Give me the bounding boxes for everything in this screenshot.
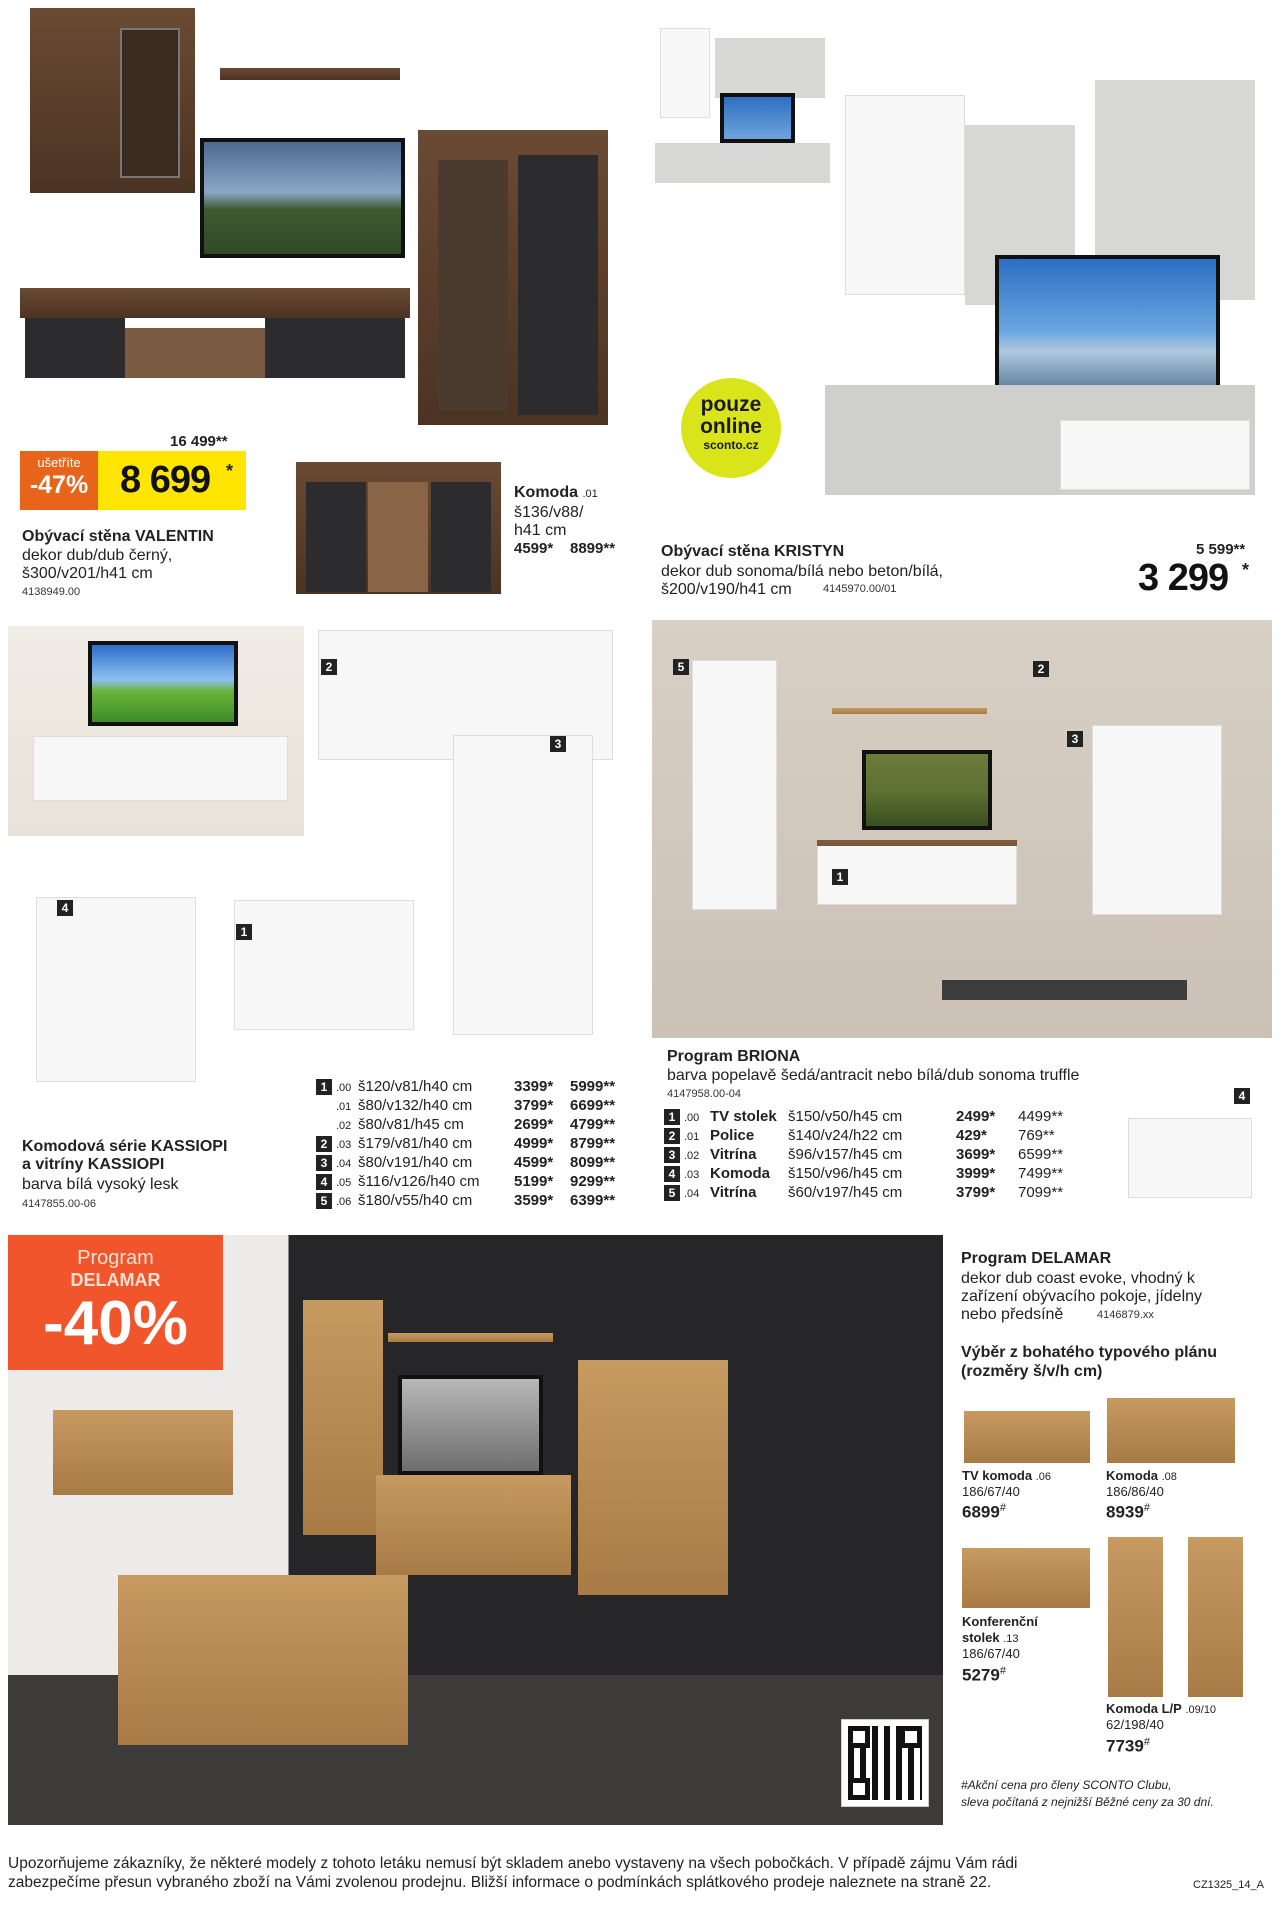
briona-desc: barva popelavě šedá/antracit nebo bílá/dub sonoma truffle xyxy=(667,1067,1080,1084)
briona-photo xyxy=(652,620,1272,1038)
row-price: 429* xyxy=(956,1127,987,1144)
komoda-title: Komoda xyxy=(514,484,578,501)
row-code: .03 xyxy=(684,1169,700,1181)
delamar-stol-photo xyxy=(962,1548,1090,1608)
delamar-tv-code: .06 xyxy=(1035,1471,1051,1483)
delamar-kom-mark: # xyxy=(1143,1502,1150,1514)
kassiopi-code: 4147855.00-06 xyxy=(22,1198,97,1210)
kristyn-photo-small xyxy=(655,18,830,193)
row-name: TV stolek xyxy=(710,1108,777,1125)
kassiopi-marker-3: 3 xyxy=(550,736,566,752)
online-l2: online xyxy=(700,415,762,438)
online-l3: sconto.cz xyxy=(703,438,759,452)
row-old-price: 9299** xyxy=(570,1173,616,1190)
kassiopi-row xyxy=(316,1153,615,1174)
delamar-badge-pct: -40% xyxy=(43,1289,188,1358)
delamar-stol-name-line xyxy=(962,1630,1019,1645)
delamar-kom-price: 8939 xyxy=(1106,1502,1144,1522)
footer-line1: Upozorňujeme zákazníky, že některé modely z tohoto letáku nemusí být skladem anebo vystaveny na všech pobočkách. V případě zájmu Vám rádi xyxy=(8,1855,1018,1872)
kristyn-title: Obývací stěna KRISTYN xyxy=(661,543,845,560)
row-old-price: 6699** xyxy=(570,1097,616,1114)
row-name: Vitrína xyxy=(710,1184,757,1201)
row-dimensions: š116/v126/h40 cm xyxy=(358,1173,480,1190)
delamar-tv-photo xyxy=(964,1411,1090,1463)
kassiopi-desc: barva bílá vysoký lesk xyxy=(22,1176,179,1193)
row-old-price: 7499** xyxy=(1018,1165,1064,1182)
row-price: 2699* xyxy=(514,1116,554,1133)
delamar-badge-l2: DELAMAR xyxy=(70,1270,161,1290)
row-price: 3999* xyxy=(956,1165,996,1182)
briona-marker-5: 5 xyxy=(673,659,689,675)
row-code: .06 xyxy=(336,1196,352,1208)
delamar-stol-dim: 186/67/40 xyxy=(962,1646,1020,1661)
row-dimensions: š120/v81/h40 cm xyxy=(358,1078,473,1095)
delamar-stol-price: 5279 xyxy=(962,1665,1000,1685)
delamar-stol-code: .13 xyxy=(1003,1633,1019,1645)
row-dimensions: š150/v50/h45 cm xyxy=(788,1108,903,1125)
row-old-price: 8799** xyxy=(570,1135,616,1152)
delamar-lp-photo-left xyxy=(1108,1537,1163,1697)
briona-row xyxy=(664,1107,1063,1128)
delamar-title: Program DELAMAR xyxy=(961,1250,1112,1267)
kassiopi-row xyxy=(316,1191,615,1212)
delamar-badge-l1: Program xyxy=(77,1247,154,1269)
delamar-kom-code: .08 xyxy=(1161,1471,1177,1483)
delamar-tv-price: 6899 xyxy=(962,1502,1000,1522)
row-dimensions: š140/v24/h22 cm xyxy=(788,1127,903,1144)
valentin-badge-label: ušetříte xyxy=(37,455,81,470)
footer-line2: zabezpečíme přesun vybraného zboží na Vámi zvolenou prodejnu. Bližší informace o podmínkách splátkového prodeje naleznete na straně 22. xyxy=(8,1874,992,1891)
row-dimensions: š150/v96/h45 cm xyxy=(788,1165,903,1182)
briona-row xyxy=(664,1164,1063,1185)
row-number-badge: 1 xyxy=(664,1109,680,1125)
delamar-stol-price-line xyxy=(962,1665,1006,1686)
row-number-badge: 2 xyxy=(316,1136,332,1152)
kassiopi-title2: a vitríny KASSIOPI xyxy=(22,1156,165,1173)
row-old-price: 6399** xyxy=(570,1192,616,1209)
valentin-title: Obývací stěna VALENTIN xyxy=(22,528,214,545)
delamar-tv-price-line xyxy=(962,1502,1006,1523)
kassiopi-row xyxy=(316,1096,615,1117)
delamar-note2: sleva počítaná z nejnižší Běžné ceny za 30 dní. xyxy=(961,1795,1214,1809)
briona-marker-3: 3 xyxy=(1067,731,1083,747)
valentin-star: * xyxy=(226,461,234,481)
kassiopi-row xyxy=(316,1134,615,1155)
komoda-photo xyxy=(296,462,501,594)
footer-code: CZ1325_14_A xyxy=(1193,1879,1264,1891)
row-price: 3799* xyxy=(514,1097,554,1114)
row-price: 4599* xyxy=(514,1154,554,1171)
briona-item4-photo xyxy=(1128,1118,1252,1198)
briona-row xyxy=(664,1145,1063,1166)
delamar-lp-mark: # xyxy=(1143,1736,1150,1748)
row-code: .02 xyxy=(336,1120,352,1132)
delamar-kom-name: Komoda xyxy=(1106,1468,1158,1483)
row-code: .03 xyxy=(336,1139,352,1151)
delamar-lp-name-line xyxy=(1106,1701,1216,1716)
row-code: .00 xyxy=(684,1112,700,1124)
delamar-stol-mark: # xyxy=(999,1665,1006,1677)
row-old-price: 8099** xyxy=(570,1154,616,1171)
row-dimensions: š80/v81/h45 cm xyxy=(358,1116,464,1133)
delamar-d2: zařízení obývacího pokoje, jídelny xyxy=(961,1288,1203,1305)
delamar-lp-price-line xyxy=(1106,1736,1150,1757)
delamar-tv-mark: # xyxy=(999,1502,1006,1514)
kristyn-code: 4145970.00/01 xyxy=(823,583,897,595)
briona-marker-2: 2 xyxy=(1033,661,1049,677)
kassiopi-item1 xyxy=(234,900,414,1030)
kristyn-desc1: dekor dub sonoma/bílá nebo beton/bílá, xyxy=(661,563,943,580)
kassiopi-marker-4: 4 xyxy=(57,900,73,916)
row-code: .04 xyxy=(336,1158,352,1170)
kristyn-old-price: 5 599** xyxy=(1196,541,1246,558)
komoda-dim1: š136/v88/ xyxy=(514,504,584,521)
komoda-suffix: .01 xyxy=(582,488,598,500)
kassiopi-item4 xyxy=(36,897,196,1082)
delamar-lp-photo-right xyxy=(1188,1537,1243,1697)
online-only-badge xyxy=(681,378,781,478)
delamar-tv-name: TV komoda xyxy=(962,1468,1033,1483)
valentin-cabinet-photo xyxy=(418,130,613,430)
online-l1: pouze xyxy=(700,393,762,416)
delamar-lp-name: Komoda L/P xyxy=(1106,1701,1182,1716)
row-number-badge: 3 xyxy=(316,1155,332,1171)
row-price: 5199* xyxy=(514,1173,554,1190)
valentin-badge-pct: -47% xyxy=(29,471,89,499)
row-code: .05 xyxy=(336,1177,352,1189)
kassiopi-room-photo xyxy=(8,626,304,836)
valentin-desc1: dekor dub/dub černý, xyxy=(22,547,173,564)
kassiopi-marker-2: 2 xyxy=(321,659,337,675)
qr-code[interactable] xyxy=(842,1720,928,1806)
delamar-h1: Výběr z bohatého typového plánu xyxy=(961,1344,1218,1361)
row-dimensions: š96/v157/h45 cm xyxy=(788,1146,903,1163)
delamar-lp-code: .09/10 xyxy=(1185,1704,1217,1716)
briona-code: 4147958.00-04 xyxy=(667,1088,742,1100)
valentin-price: 8 699 xyxy=(120,459,211,501)
row-dimensions: š179/v81/h40 cm xyxy=(358,1135,473,1152)
delamar-code: 4146879.xx xyxy=(1097,1309,1154,1321)
kassiopi-row xyxy=(316,1115,615,1136)
delamar-kom-photo xyxy=(1107,1398,1235,1463)
delamar-d3: nebo předsíně xyxy=(961,1306,1064,1323)
row-old-price: 6599** xyxy=(1018,1146,1064,1163)
komoda-old-price: 8899** xyxy=(570,540,616,557)
delamar-kom-name-line xyxy=(1106,1468,1177,1483)
kassiopi-row xyxy=(316,1172,615,1193)
row-code: .01 xyxy=(684,1131,700,1143)
row-code: .00 xyxy=(336,1082,352,1094)
row-number-badge: 5 xyxy=(316,1193,332,1209)
komoda-title-line xyxy=(514,484,598,502)
kristyn-price: 3 299 xyxy=(1138,557,1229,599)
row-old-price: 769** xyxy=(1018,1127,1055,1144)
row-price: 3699* xyxy=(956,1146,996,1163)
row-old-price: 5999** xyxy=(570,1078,616,1095)
row-name: Vitrína xyxy=(710,1146,757,1163)
kassiopi-item3 xyxy=(453,735,593,1035)
row-price: 3799* xyxy=(956,1184,996,1201)
komoda-dim2: h41 cm xyxy=(514,522,567,539)
row-old-price: 4799** xyxy=(570,1116,616,1133)
briona-row xyxy=(664,1126,1055,1147)
row-code: .01 xyxy=(336,1101,352,1113)
row-number-badge: 5 xyxy=(664,1185,680,1201)
delamar-stol-name2: stolek xyxy=(962,1630,1000,1645)
valentin-code: 4138949.00 xyxy=(22,586,81,598)
row-code: .02 xyxy=(684,1150,700,1162)
delamar-tv-name-line xyxy=(962,1468,1051,1483)
row-price: 4999* xyxy=(514,1135,554,1152)
kristyn-photo xyxy=(820,75,1255,505)
delamar-lp-price: 7739 xyxy=(1106,1736,1144,1756)
row-number-badge: 2 xyxy=(664,1128,680,1144)
delamar-h2: (rozměry š/v/h cm) xyxy=(961,1363,1103,1380)
delamar-kom-price-line xyxy=(1106,1502,1150,1523)
kristyn-star: * xyxy=(1242,560,1250,580)
row-name: Police xyxy=(710,1127,755,1144)
kassiopi-title1: Komodová série KASSIOPI xyxy=(22,1138,228,1155)
row-price: 2499* xyxy=(956,1108,996,1125)
delamar-badge xyxy=(8,1235,223,1370)
valentin-photo xyxy=(20,8,415,418)
valentin-old-price: 16 499** xyxy=(170,433,228,450)
delamar-tv-dim: 186/67/40 xyxy=(962,1484,1020,1499)
row-price: 3599* xyxy=(514,1192,554,1209)
row-dimensions: š80/v132/h40 cm xyxy=(358,1097,473,1114)
briona-row xyxy=(664,1183,1063,1204)
delamar-kom-dim: 186/86/40 xyxy=(1106,1484,1164,1499)
briona-marker-1: 1 xyxy=(832,869,848,885)
komoda-price: 4599* xyxy=(514,540,554,557)
row-dimensions: š80/v191/h40 cm xyxy=(358,1154,473,1171)
delamar-d1: dekor dub coast evoke, vhodný k xyxy=(961,1270,1195,1287)
briona-marker-4: 4 xyxy=(1234,1088,1250,1104)
row-price: 3399* xyxy=(514,1078,554,1095)
row-number-badge: 1 xyxy=(316,1079,332,1095)
row-old-price: 4499** xyxy=(1018,1108,1064,1125)
valentin-desc2: š300/v201/h41 cm xyxy=(22,565,153,582)
delamar-lp-dim: 62/198/40 xyxy=(1106,1717,1164,1732)
row-number-badge: 4 xyxy=(316,1174,332,1190)
briona-title: Program BRIONA xyxy=(667,1048,801,1065)
row-number-badge: 4 xyxy=(664,1166,680,1182)
row-code: .04 xyxy=(684,1188,700,1200)
kristyn-desc2: š200/v190/h41 cm xyxy=(661,581,792,598)
kassiopi-row xyxy=(316,1077,615,1098)
row-old-price: 7099** xyxy=(1018,1184,1064,1201)
row-name: Komoda xyxy=(710,1165,770,1182)
valentin-price-box xyxy=(98,451,246,510)
delamar-stol-name1: Konferenční xyxy=(962,1614,1038,1629)
row-dimensions: š60/v197/h45 cm xyxy=(788,1184,903,1201)
row-dimensions: š180/v55/h40 cm xyxy=(358,1192,473,1209)
row-number-badge: 3 xyxy=(664,1147,680,1163)
valentin-discount-badge xyxy=(20,451,98,510)
delamar-note1: #Akční cena pro členy SCONTO Clubu, xyxy=(961,1778,1172,1792)
kassiopi-marker-1: 1 xyxy=(236,924,252,940)
